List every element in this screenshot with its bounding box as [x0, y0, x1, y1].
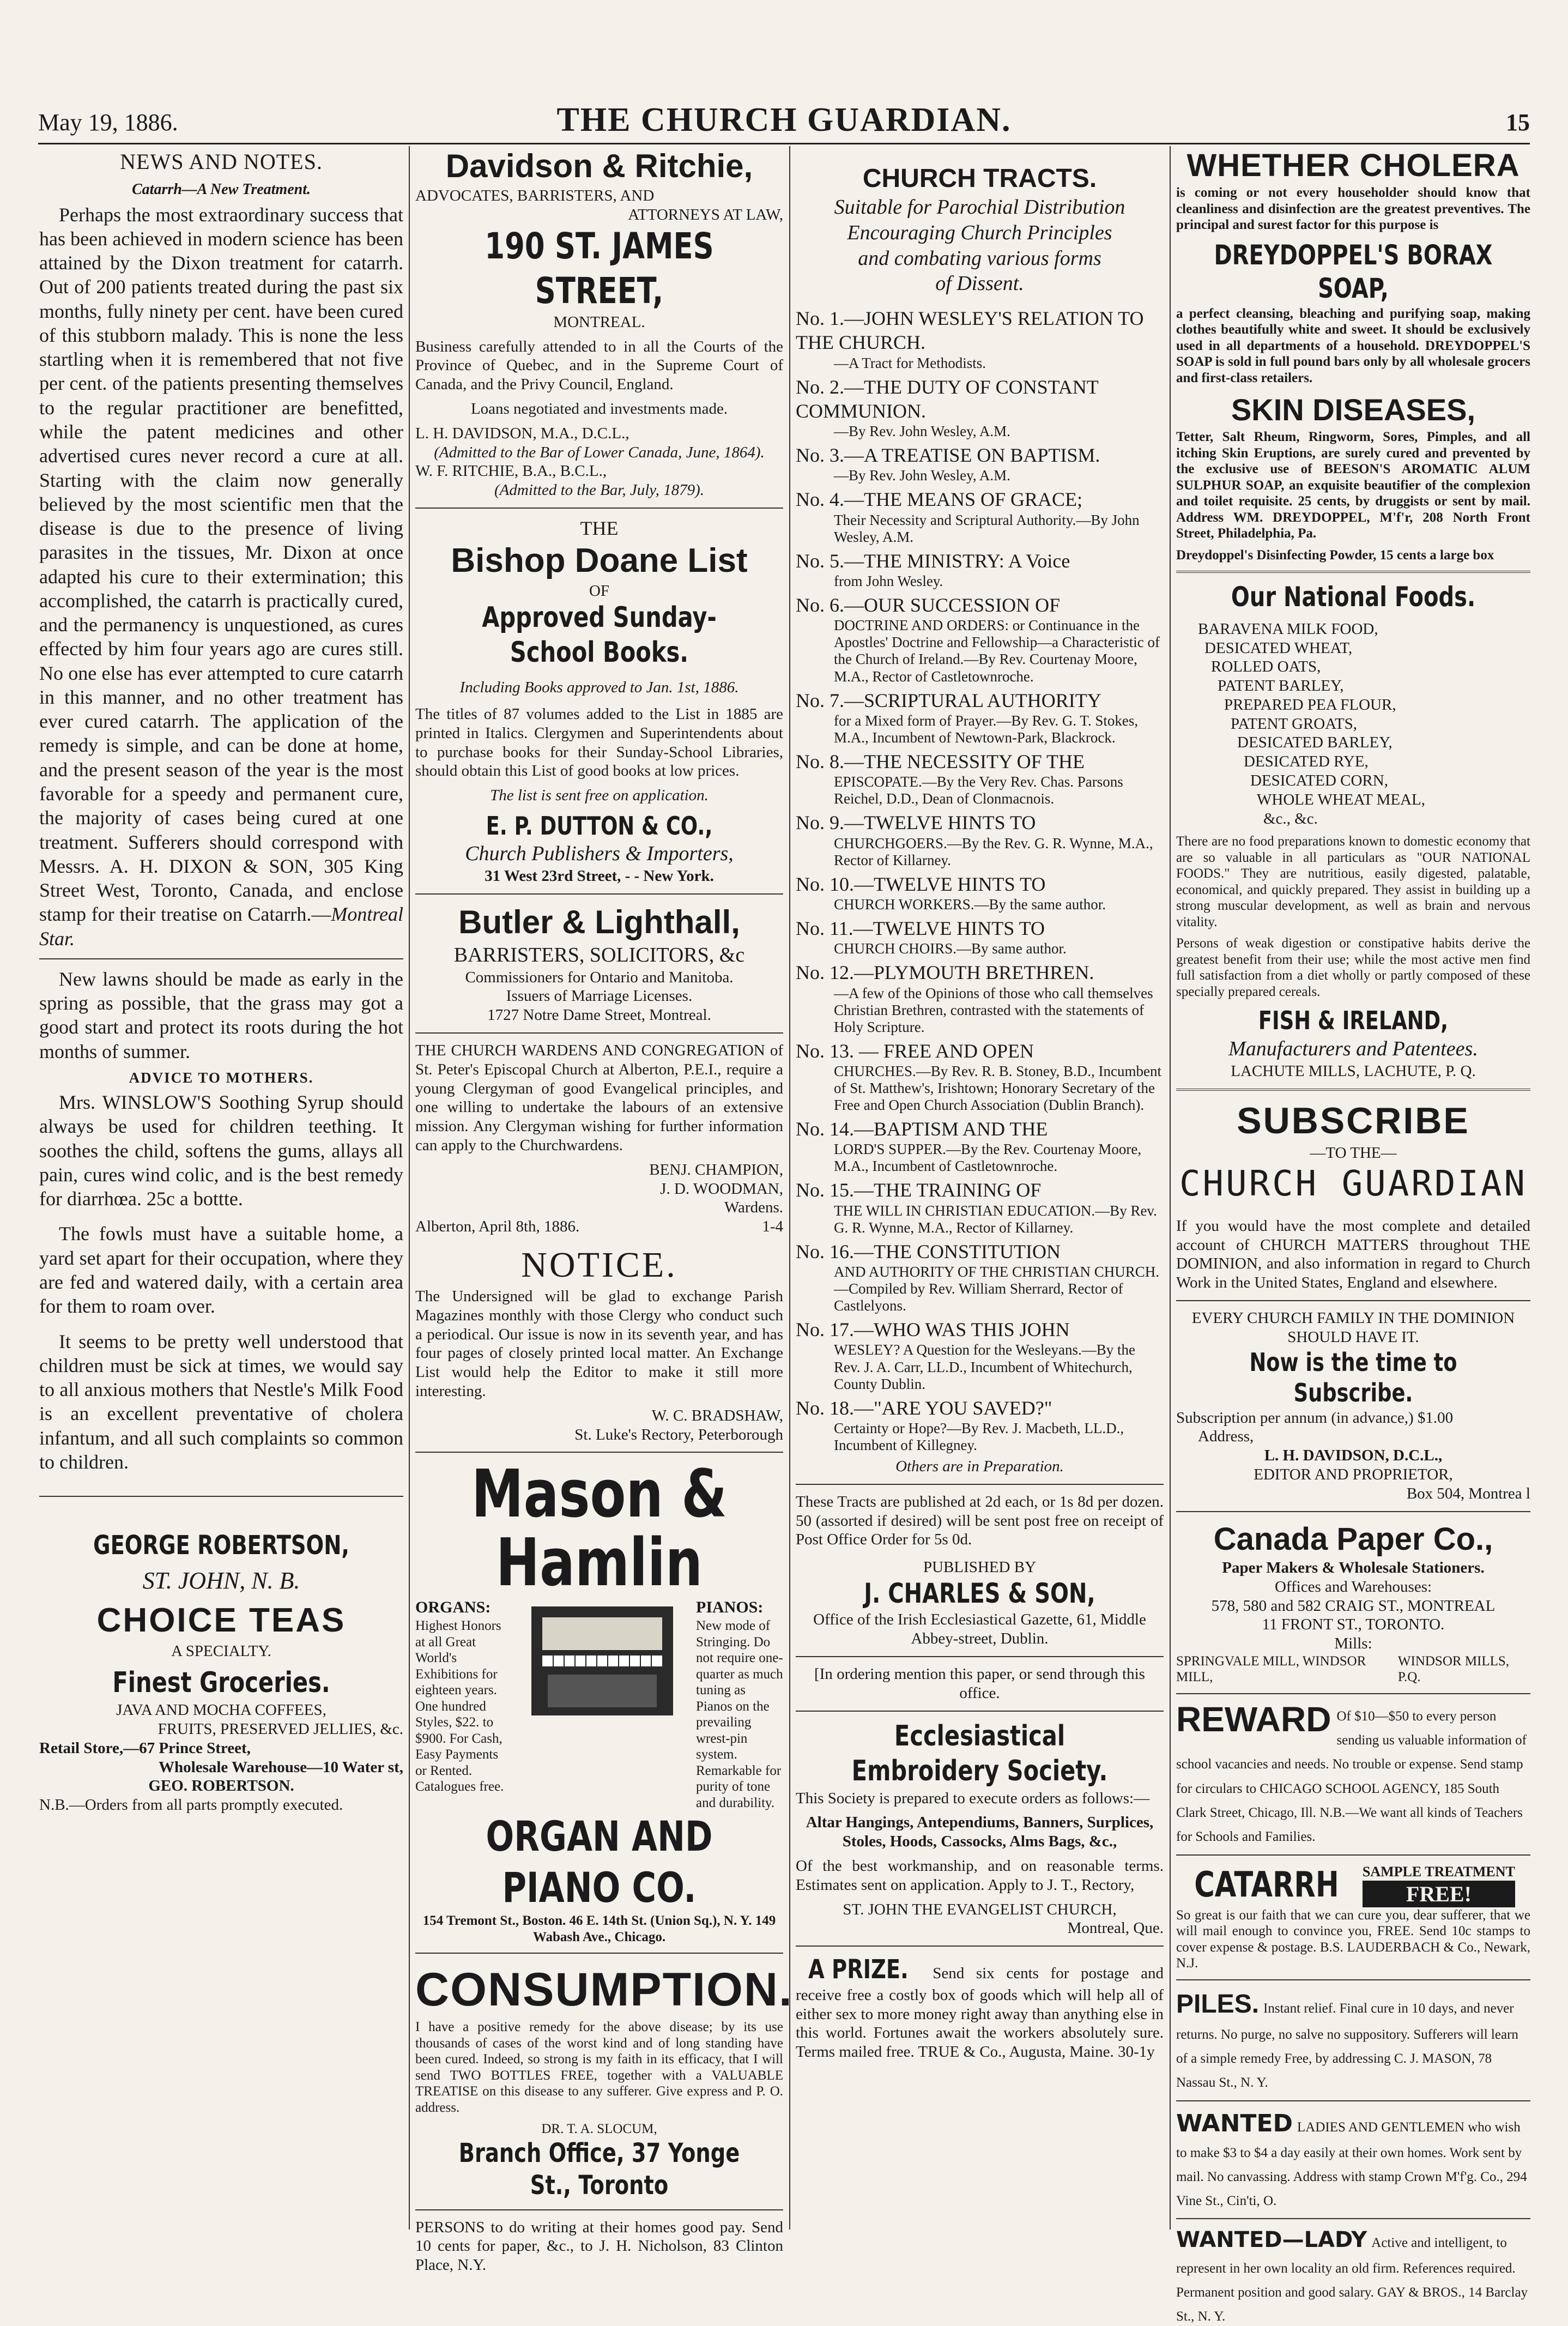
skin-body: Tetter, Salt Rheum, Ringworm, Sores, Pimples, and all itching Skin Eruptions, are surely cured and prevented by the exclusive use of BEESON'S AROMATIC ALUM SULPHUR SOAP, an exquisite beautifier of the complexion and toilet requisite. 25 cents, by druggists or sent by mail. Address WM. DREYDOPPEL, M'f'r, 208 North Front Street, Philadelphia, Pa. — [1176, 430, 1530, 541]
embroidery-body2: Of the best workmanship, and on reasonable terms. Estimates sent on application. Apply to J. T., Rectory, — [796, 1857, 1164, 1894]
cholera-body: is coming or not every householder should know that cleanliness and disinfection are the greatest preventives. The principal and surest factor for this purpose is — [1176, 185, 1530, 233]
tract-item — [796, 375, 1164, 440]
now-is-time: Now is the time to Subscribe. — [1249, 1347, 1457, 1408]
bradshaw: W. C. BRADSHAW, — [651, 1406, 783, 1424]
divider — [796, 1946, 1164, 1947]
tract-description: CHURCH WORKERS.—By the same author. — [834, 896, 1106, 913]
robertson-place: ST. JOHN, N. B. — [142, 1567, 300, 1594]
divider — [39, 958, 403, 959]
tract-item — [796, 1039, 1164, 1114]
tract-item — [796, 487, 1164, 545]
mothers-note: Mrs. WINSLOW'S Soothing Syrup should always be used for children teething. It soothes the child, softens the gums, allays all pain, cures wind colic, and is the best remedy for diarrhœa. 25c a bottte. — [39, 1091, 403, 1210]
tract-item — [796, 1318, 1164, 1392]
montreal: MONTREAL. — [553, 313, 645, 331]
fish-sub: Manufacturers and Patentees. — [1228, 1037, 1478, 1061]
partner-ritchie: W. F. RITCHIE, B.A., B.C.L., — [415, 462, 607, 480]
java-coffees: JAVA AND MOCHA COFFEES, — [116, 1701, 326, 1719]
sample-treatment: SAMPLE TREATMENT — [1362, 1863, 1515, 1880]
catarrh-ad-head — [1176, 1863, 1530, 1907]
divider — [796, 1656, 1164, 1657]
catarrh-ad-body: So great is our faith that we can cure you, dear sufferer, that we will mail enough to convince you, FREE. Send 10c stamps to cover expense & postage. B.S. LAUDERBACH & Co., Newark, N.J. — [1176, 1907, 1530, 1971]
charles-son: J. CHARLES & SON, — [864, 1577, 1095, 1609]
reward-heading: REWARD — [1176, 1699, 1331, 1739]
mills-right: WINDSOR MILLS, P.Q. — [1397, 1653, 1510, 1685]
subscription-box: Box 504, Montrea l — [1406, 1484, 1530, 1502]
foods-body: There are no food preparations known to domestic economy that are so valuable in all particulars as "OUR NATIONAL FOODS." They are nutritious, easily digested, palatable, economical, and quickly prepared. They assist in building up a strong muscular development, as well as brain and nervous vitality. — [1176, 834, 1530, 929]
tract-item — [796, 688, 1164, 746]
rectory: St. Luke's Rectory, Peterborough — [574, 1425, 783, 1443]
butler-sub: BARRISTERS, SOLICITORS, &c — [453, 943, 745, 966]
tract-title: No. 15.—THE TRAINING OF — [796, 1179, 1042, 1201]
wanted-ad — [1176, 2109, 1530, 2211]
specialty: A SPECIALTY. — [171, 1642, 271, 1660]
tract-description: EPISCOPATE.—By the Very Rev. Chas. Parsons Reichel, D.D., Dean of Clonmacnois. — [834, 774, 1123, 807]
church-guardian: CHURCH GUARDIAN — [1179, 1164, 1527, 1204]
loans-text: Loans negotiated and investments made. — [470, 400, 728, 418]
tracts-intro-2: Encouraging Church Principles — [847, 221, 1112, 244]
divider — [1176, 1089, 1530, 1091]
paper-offices: Offices and Warehouses: — [1274, 1578, 1432, 1596]
doane-titles: The titles of 87 volumes added to the List in 1885 are printed in Italics. Clergymen and Superintendents about to purchase books for their Sunday-School Libraries, should obtain this List of good books at low prices. — [415, 705, 783, 780]
food-item: ROLLED OATS, — [1211, 658, 1321, 676]
catarrh-article — [39, 203, 403, 951]
wanted-lady-heading: WANTED—LADY — [1176, 2227, 1367, 2253]
divider — [1176, 1693, 1530, 1694]
tracts-prep: Others are in Preparation. — [895, 1457, 1064, 1475]
tract-description: LORD'S SUPPER.—By the Rev. Courtenay Moore, M.A., Incumbent of Castletownroche. — [834, 1141, 1142, 1175]
divider — [1176, 2218, 1530, 2219]
food-item: DESICATED WHEAT, — [1204, 639, 1353, 657]
subscribe: SUBSCRIBE — [1237, 1099, 1470, 1141]
subscription-address: Address, — [1198, 1428, 1254, 1446]
tract-title: No. 13. — FREE AND OPEN — [796, 1040, 1034, 1062]
divider — [415, 893, 783, 895]
wanted-lady-body: Active and intelligent, to represent in her own locality an old firm. References required. Permanent position and good salary. GAY & BROS., 14 Barclay St., N. Y. — [1176, 2236, 1528, 2324]
divider — [1176, 1979, 1530, 1980]
organ-address: 154 Tremont St., Boston. 46 E. 14th St. (Union Sq.), N. Y. 149 Wabash Ave., Chicago. — [422, 1913, 776, 1944]
subscription-name: L. H. DAVIDSON, D.C.L., — [1264, 1447, 1443, 1465]
food-item: PATENT BARLEY, — [1218, 677, 1344, 695]
tracts-published: These Tracts are published at 2d each, or 1s 8d per dozen. 50 (assorted if desired) will be sent post free on receipt of Post Office Order for 5s 0d. — [796, 1493, 1164, 1549]
warden-1: BENJ. CHAMPION, — [649, 1161, 783, 1179]
tracts-heading: CHURCH TRACTS. — [862, 164, 1097, 193]
whether-cholera: WHETHER CHOLERA — [1186, 148, 1520, 183]
paper-address2: 11 FRONT ST., TORONTO. — [1262, 1616, 1445, 1634]
tract-title: No. 6.—OUR SUCCESSION OF — [796, 594, 1061, 617]
tract-title: No. 3.—A TREATISE ON BAPTISM. — [796, 444, 1100, 467]
tract-item — [796, 549, 1164, 590]
tract-title: No. 8.—THE NECESSITY OF THE — [796, 750, 1085, 772]
tract-item — [796, 750, 1164, 807]
tract-title: No. 17.—WHO WAS THIS JOHN — [796, 1319, 1070, 1341]
tract-title: No. 2.—THE DUTY OF CONSTANT COMMUNION. — [796, 376, 1099, 422]
fruits: FRUITS, PRESERVED JELLIES, &c. — [158, 1720, 403, 1738]
tract-description: —By Rev. John Wesley, A.M. — [834, 467, 1010, 484]
doane-the: THE — [580, 517, 619, 539]
mills-left: SPRINGVALE MILL, WINDSOR MILL, — [1176, 1653, 1366, 1685]
wardens-date: Alberton, April 8th, 1886. — [415, 1218, 580, 1236]
embroidery-city: Montreal, Que. — [1067, 1919, 1164, 1937]
pianos-block — [696, 1598, 783, 1811]
tract-description: AND AUTHORITY OF THE CHRISTIAN CHURCH.—Compiled by Rev. William Sherrard, Rector of Castlelyons. — [834, 1264, 1160, 1314]
tract-item — [796, 811, 1164, 868]
finest-groceries: Finest Groceries. — [112, 1666, 330, 1700]
firm-sub2: ATTORNEYS AT LAW, — [628, 206, 783, 223]
tract-description: from John Wesley. — [834, 573, 943, 590]
doane-free: The list is sent free on application. — [490, 787, 709, 805]
national-foods: Our National Foods. — [1231, 581, 1476, 613]
catarrh-article-title: Catarrh—A New Treatment. — [131, 181, 311, 198]
piles-ad — [1176, 1988, 1530, 2093]
tract-description: CHURCHES.—By Rev. R. B. Stoney, B.D., Incumbent of St. Matthew's, Irishtown; Honorary Secretary of the Free and Open Church Association (Dublin Branch). — [834, 1062, 1162, 1114]
prize-heading: A PRIZE. — [808, 1954, 909, 1985]
food-item: BARAVENA MILK FOOD, — [1198, 620, 1378, 638]
food-item: DESICATED CORN, — [1250, 772, 1388, 790]
organs-block — [415, 1598, 508, 1811]
tract-item — [796, 1117, 1164, 1175]
tract-title: No. 18.—"ARE YOU SAVED?" — [796, 1397, 1052, 1419]
canada-paper: Canada Paper Co., — [1213, 1521, 1493, 1557]
bishop-doane-list: Bishop Doane List — [451, 542, 748, 580]
lawns-note: New lawns should be made as early in the spring as possible, that the grass may got a good start and protect its roots during the hot months of summer. — [39, 968, 403, 1062]
pianos-text: New mode of Stringing. Do not require one-quarter as much tuning as Pianos on the prevailing wrest-pin system. Remarkable for purity of tone and durability. — [696, 1618, 783, 1810]
nestle-note: It seems to be pretty well understood that children must be sick at times, we would say to all anxious mothers that Nestle's Milk Food is an excellent preventative of cholera infantum, and all such complaints so common to children. — [39, 1330, 403, 1473]
tract-item — [796, 1240, 1164, 1314]
mills-row — [1176, 1653, 1530, 1685]
james-street: 190 ST. JAMES STREET, — [485, 225, 714, 312]
tract-description: Certainty or Hope?—By Rev. J. Macbeth, LL.D., Incumbent of Killegney. — [834, 1419, 1124, 1453]
organ-ad-row — [415, 1598, 783, 1811]
divider — [1176, 1511, 1530, 1512]
tracts-intro-3: and combating various forms — [858, 246, 1101, 270]
issue-date: May 19, 1886. — [38, 109, 178, 136]
prize-body: Send six cents for postage and receive free a costly box of goods which will help all of either sex to more money right away than anything else in this world. Fortunes await the workers absolutely sure. Terms mailed free. TRUE & Co., Augusta, Maine. — [796, 1965, 1164, 2061]
robertson-signature: GEO. ROBERTSON. — [148, 1777, 294, 1795]
free-label: FREE! — [1363, 1881, 1515, 1907]
tract-description: for a Mixed form of Prayer.—By Rev. G. T. Stokes, M.A., Incumbent of Newtown-Park, Blackrock. — [834, 712, 1139, 746]
fish-ireland: FISH & IRELAND, — [1258, 1006, 1449, 1036]
masthead-rule — [38, 143, 1530, 144]
divider — [796, 1711, 1164, 1712]
mason-hamlin: Mason & Hamlin — [471, 1457, 727, 1602]
catarrh-article-source: Montreal Star. — [39, 903, 403, 950]
tract-description: CHURCH CHOIRS.—By same author. — [834, 940, 1067, 957]
embroidery-society: Ecclesiastical Embroidery Society. — [851, 1719, 1108, 1787]
tract-item — [796, 593, 1164, 685]
tract-item — [796, 306, 1164, 372]
tract-title: No. 4.—THE MEANS OF GRACE; — [796, 488, 1083, 511]
wardens-date-row — [415, 1217, 783, 1236]
tract-item — [796, 960, 1164, 1035]
organ-piano-co: ORGAN AND PIANO CO. — [486, 1812, 713, 1912]
dutton-co: E. P. DUTTON & CO., — [486, 811, 713, 841]
sample-block — [1363, 1863, 1515, 1907]
food-item: &c., &c. — [1263, 809, 1318, 827]
embroidery-items: Altar Hangings, Antependiums, Banners, Surplices, Stoles, Hoods, Cassocks, Alms Bags, &c., — [806, 1814, 1154, 1851]
newspaper-title: THE CHURCH GUARDIAN. — [556, 101, 1012, 138]
divider — [796, 1484, 1164, 1485]
tract-description: Their Necessity and Scriptural Authority.—By John Wesley, A.M. — [834, 511, 1140, 545]
fish-address: LACHUTE MILLS, LACHUTE, P. Q. — [1231, 1062, 1476, 1080]
divider — [1176, 1300, 1530, 1301]
piles-heading: PILES. — [1176, 1989, 1260, 2019]
tract-item — [796, 872, 1164, 913]
dutton-sub: Church Publishers & Importers, — [465, 842, 734, 866]
notice-heading: NOTICE. — [521, 1244, 677, 1285]
column-ads-4 — [1176, 146, 1530, 2324]
tracts-intro-1: Suitable for Parochial Distribution — [834, 196, 1125, 219]
tract-description: WESLEY? A Question for the Wesleyans.—By the Rev. J. A. Carr, LL.D., Incumbent of Whitechurch, County Dublin. — [834, 1342, 1135, 1392]
prize-code: 30-1y — [1118, 2043, 1155, 2061]
consumption-body: I have a positive remedy for the above disease; by its use thousands of cases of the worst kind and of long standing have been cured. Indeed, so strong is my faith in its efficacy, that I will send TWO BOTTLES FREE, together with a VALUABLE TREATISE on this disease to any sufferer. Give express and P. O. address. — [415, 2020, 783, 2115]
mills-label: Mills: — [1334, 1635, 1372, 1653]
divider — [415, 2209, 783, 2210]
skin-diseases: SKIN DISEASES, — [1231, 392, 1476, 427]
retail-store: Retail Store,—67 Prince Street, — [39, 1739, 251, 1757]
partner-davidson: L. H. DAVIDSON, M.A., D.C.L., — [415, 424, 629, 442]
borax-soap: DREYDOPPEL'S BORAX SOAP, — [1214, 239, 1493, 305]
tract-title: No. 1.—JOHN WESLEY'S RELATION TO THE CHURCH. — [796, 307, 1144, 354]
divider — [1176, 2100, 1530, 2101]
branch-office: Branch Office, 37 Yonge St., Toronto — [458, 2137, 740, 2201]
firm-sub: ADVOCATES, BARRISTERS, AND — [415, 186, 655, 204]
tract-title: No. 11.—TWELVE HINTS TO — [796, 917, 1045, 939]
business-text: Business carefully attended to in all the Courts of the Province of Quebec, and in the Supreme Court of Canada, and the Privy Council, England. — [415, 337, 783, 394]
catarrh-heading: CATARRH — [1194, 1864, 1339, 1905]
fowls-note: The fowls must have a suitable home, a yard set apart for their occupation, where they are fed and watered daily, with a certain area for them to roam over. — [39, 1223, 403, 1318]
orders-note: N.B.—Orders from all parts promptly executed. — [39, 1796, 343, 1814]
tract-title: No. 7.—SCRIPTURAL AUTHORITY — [796, 689, 1101, 711]
tract-item — [796, 1396, 1164, 1454]
column-divider — [789, 146, 790, 2230]
wanted-body: LADIES AND GENTLEMEN who wish to make $3 to $4 a day easily at their own homes. Work sent by mail. No canvassing. Address with stamp Crown M'f'g. Co., 294 Vine St., Cin'ti, O. — [1176, 2119, 1527, 2209]
cg-body: If you would have the most complete and detailed account of CHURCH MATTERS throughout THE DOMINION, and also information in regard to Church Work in the United States, England and elsewhere. — [1176, 1217, 1530, 1292]
wanted-lady-ad — [1176, 2227, 1530, 2326]
food-item: PREPARED PEA FLOUR, — [1224, 696, 1396, 714]
mothers-title: ADVICE TO MOTHERS. — [129, 1069, 314, 1086]
paper-address: 578, 580 and 582 CRAIG ST., MONTREAL — [1211, 1597, 1496, 1615]
news-heading: NEWS AND NOTES. — [120, 149, 323, 174]
tract-description: —A few of the Opinions of those who call themselves Christian Brethren, contrasted with the statements of Holy Scripture. — [834, 984, 1153, 1035]
foods-body2: Persons of weak digestion or constipative habits derive the greatest benefit from their use; while the most active men find full satisfaction from a diet wholly or partly composed of these specially prepared cereals. — [1176, 936, 1530, 999]
tract-title: No. 12.—PLYMOUTH BRETHREN. — [796, 962, 1094, 984]
prize-ad — [796, 1954, 1164, 2062]
paper-sub: Paper Makers & Wholesale Stationers. — [1222, 1558, 1485, 1576]
column-tracts — [796, 146, 1164, 2230]
partner-davidson-note: (Admitted to the Bar of Lower Canada, June, 1864). — [434, 443, 765, 461]
reward-body: Of $10—$50 to every person sending us valuable information of school vacancies and needs. No trouble or expense. Send stamp for circulars to CHICAGO SCHOOL AGENCY, 185 South Clark Street, Chicago, Ill. N.B.—We want all kinds of Teachers for Schools and Families. — [1176, 1708, 1527, 1845]
disinfecting-powder: Dreydoppel's Disinfecting Powder, 15 cents a large box — [1176, 547, 1494, 563]
subscription-price: Subscription per annum (in advance,) $1.00 — [1176, 1409, 1454, 1427]
divider — [1176, 1854, 1530, 1856]
borax-body: a perfect cleansing, bleaching and purifying soap, making clothes beautifully white and sweet. It should be exclusively used in all departments of a household. DREYDOPPEL'S SOAP is sold in full pound bars only by all wholesale grocers and first-class retailers. — [1176, 306, 1530, 385]
to-the: —TO THE— — [1310, 1144, 1397, 1162]
including-books: Including Books approved to Jan. 1st, 1886. — [459, 679, 739, 697]
butler-issuers: Issuers of Marriage Licenses. — [506, 987, 693, 1005]
tract-item — [796, 443, 1164, 484]
partner-ritchie-note: (Admitted to the Bar, July, 1879). — [494, 481, 704, 499]
consumption: CONSUMPTION. — [415, 1963, 793, 2016]
organ-illustration — [520, 1601, 684, 1721]
robertson-name: GEORGE ROBERTSON, — [93, 1530, 349, 1561]
reward-ad — [1176, 1699, 1530, 1847]
doane-of: OF — [589, 582, 610, 600]
dutton-addr: 31 West 23rd Street, - - New York. — [485, 867, 714, 885]
church-wardens: THE CHURCH WARDENS AND CONGREGATION of St. Peter's Episcopal Church at Alberton, P.E.I., require a young Clergyman of good Evangelical principles, and one willing to undertake the labours of an extensive mission. Any Clergyman wishing for further information can apply to the Churchwardens. — [415, 1041, 783, 1154]
column-news — [39, 146, 403, 2230]
food-item: PATENT GROATS, — [1231, 715, 1358, 733]
persons-ad: PERSONS to do writing at their homes good pay. Send 10 cents for paper, &c., to J. H. Nicholson, 83 Clinton Place, N.Y. — [415, 2218, 783, 2274]
tract-title: No. 10.—TWELVE HINTS TO — [796, 873, 1046, 895]
tract-description: THE WILL IN CHRISTIAN EDUCATION.—By Rev. G. R. Wynne, M.A., Rector of Killarney. — [834, 1202, 1157, 1236]
tract-item — [796, 916, 1164, 957]
wardens-label: Wardens. — [724, 1199, 783, 1217]
organs-label: ORGANS: — [415, 1598, 491, 1617]
tract-item — [796, 1178, 1164, 1236]
embroidery-address: ST. JOHN THE EVANGELIST CHURCH, — [843, 1900, 1117, 1918]
divider — [415, 508, 783, 509]
column-ads-2 — [415, 146, 793, 2274]
pianos-label: PIANOS: — [696, 1598, 764, 1617]
foods-list — [1198, 620, 1530, 829]
divider — [1176, 571, 1530, 573]
wholesale-warehouse: Wholesale Warehouse—10 Water st, — [159, 1758, 403, 1776]
choice-teas: CHOICE TEAS — [96, 1602, 346, 1640]
tract-list — [796, 306, 1164, 1454]
tract-title: No. 16.—THE CONSTITUTION — [796, 1240, 1061, 1262]
divider — [415, 1953, 783, 1954]
column-divider — [1170, 146, 1171, 2230]
catarrh-article-text: Perhaps the most extraordinary success that has been achieved in modern science has been attained by the Dixon treatment for catarrh. Out of 200 patients treated during the past six months, fully ninety per cent. have been cured of this stubborn malady. This is none the less startling when it is remembered that not five per cent. of the patients presenting themselves to the regular practitioner are benefitted, while the patent medicines and other advertised cures never record a cure at all. Starting with the claim now generally believed by the most scientific men that the disease is due to the presence of living parasites in the tissues, Mr. Dixon at once adapted his cure to their extermination; this accomplished, the catarrh is practically cured, and the permanency is unquestioned, as cures effected by him four years ago are cures still. No one else has ever attempted to cure catarrh in this manner, and no other treatment has ever cured catarrh. The application of the remedy is simple, and can be done at home, and the present season of the year is the most favorable for a speedy and permanent cure, the majority of cases being cured at one treatment. Sufferers should correspond with Messrs. A. H. DIXON & SON, 305 King Street West, Toronto, Canada, and enclose stamp for their treatise on Catarrh.— — [39, 203, 403, 926]
warden-2: J. D. WOODMAN, — [660, 1180, 783, 1198]
approved-books: Approved Sunday-School Books. — [482, 601, 717, 669]
butler-lighthall: Butler & Lighthall, — [458, 904, 740, 941]
ordering-note: [In ordering mention this paper, or send through this office. — [814, 1665, 1145, 1702]
masthead — [38, 82, 1530, 142]
every-family: EVERY CHURCH FAMILY IN THE DOMINION SHOULD HAVE IT. — [1191, 1309, 1515, 1346]
charles-office: Office of the Irish Ecclesiastical Gazette, 61, Middle Abbey-street, Dublin. — [813, 1611, 1146, 1648]
tract-title: No. 9.—TWELVE HINTS TO — [796, 812, 1036, 834]
food-item: WHOLE WHEAT MEAL, — [1257, 790, 1426, 808]
subscription-editor: EDITOR AND PROPRIETOR, — [1254, 1466, 1453, 1484]
page-number: 15 — [1506, 109, 1530, 136]
published-by: PUBLISHED BY — [923, 1558, 1037, 1576]
wardens-code: 1-4 — [762, 1218, 783, 1236]
notice-body: The Undersigned will be glad to exchange Parish Magazines monthly with those Clergy who conduct such a periodical. Our issue is now in its seventh year, and has four pages of closely printed local matter. An Exchange List would help the Editor to make it still more interesting. — [415, 1288, 783, 1400]
butler-address: 1727 Notre Dame Street, Montreal. — [487, 1006, 711, 1024]
piles-body: Instant relief. Final cure in 10 days, and never returns. No purge, no salve no suppository. Sufferers will learn of a simple remedy Free, by addressing C. J. MASON, 78 Nassau St., N. Y. — [1176, 2001, 1518, 2091]
food-item: DESICATED BARLEY, — [1237, 734, 1393, 752]
tract-title: No. 14.—BAPTISM AND THE — [796, 1118, 1048, 1140]
divider — [415, 1452, 783, 1453]
tract-description: —A Tract for Methodists. — [834, 354, 986, 371]
tract-description: DOCTRINE AND ORDERS: or Continuance in the Apostles' Doctrine and Fellowship—a Characteristic of the Church of Ireland.—By Rev. Courtenay Moore, M.A., Rector of Castletownroche. — [834, 617, 1160, 685]
divider — [415, 1032, 783, 1034]
tracts-intro-4: of Dissent. — [935, 272, 1024, 295]
butler-commissioners: Commissioners for Ontario and Manitoba. — [465, 968, 734, 986]
slocum: DR. T. A. SLOCUM, — [541, 2122, 657, 2137]
davidson-ritchie: Davidson & Ritchie, — [445, 148, 753, 184]
embroidery-body: This Society is prepared to execute orders as follows:— — [796, 1789, 1150, 1807]
tract-description: —By Rev. John Wesley, A.M. — [834, 423, 1010, 440]
column-divider — [409, 146, 410, 2230]
organs-text: Highest Honors at all Great World's Exhibitions for eighteen years. One hundred Styles, $22. to $900. For Cash, Easy Payments or Rented. Catalogues free. — [415, 1618, 504, 1795]
food-item: DESICATED RYE, — [1244, 753, 1369, 771]
tract-description: CHURCHGOERS.—By the Rev. G. R. Wynne, M.A., Rector of Killarney. — [834, 835, 1153, 868]
divider — [39, 1496, 403, 1497]
tract-title: No. 5.—THE MINISTRY: A Voice — [796, 549, 1070, 572]
wanted-heading: WANTED — [1176, 2109, 1293, 2137]
